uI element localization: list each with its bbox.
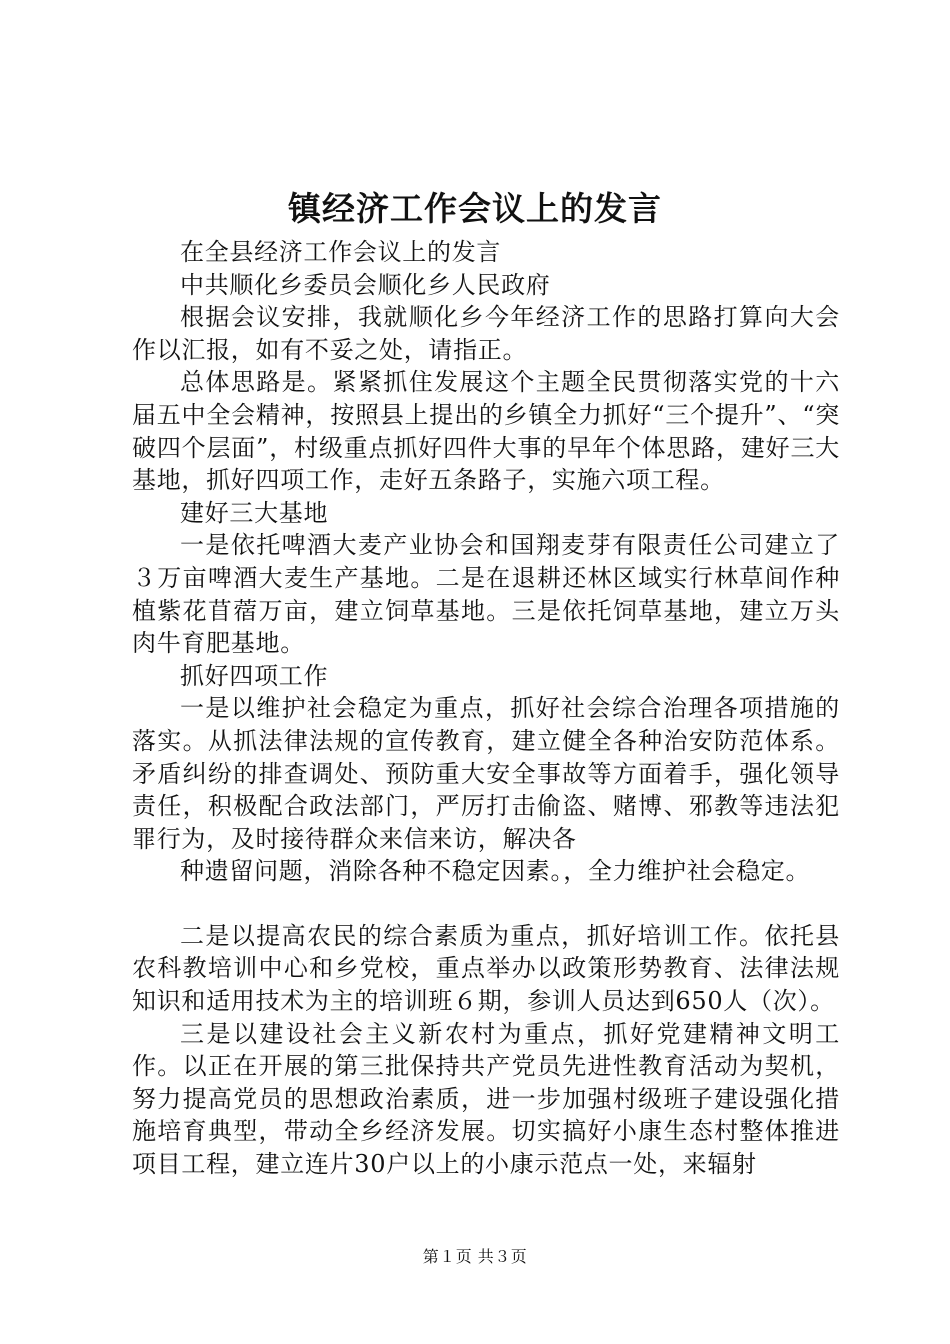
paragraph-intro: 根据会议安排，我就顺化乡今年经济工作的思路打算向大会作以汇报，如有不妥之处，请指正。 [132,303,840,364]
page-number-footer: 第１页 共３页 [422,1247,528,1266]
document-body [132,236,840,1181]
paragraph-task-one: 一是以维护社会稳定为重点，抓好社会综合治理各项措施的落实。从抓法律法规的宣传教育，建立健全各种治安防范体系。矛盾纠纷的排查调处、预防重大安全事故等方面着手，强化领导责任，积极配合政法部门，严厉打击偷盗、赌博、邪教等违法犯罪行为，及时接待群众来信来访，解决各 [132,694,840,853]
paragraph-task-one-cont: 种遗留问题，消除各种不稳定因素。，全力维护社会稳定。 [180,857,811,886]
paragraph-task-three: 三是以建设社会主义新农村为重点，抓好党建精神文明工作。以正在开展的第三批保持共产党员先进性教育活动为契机，努力提高党员的思想政治素质，进一步加强村级班子建设强化措施培育典型，带动全乡经济发展。切实搞好小康生态村整体推进项目工程，建立连片30户以上的小康示范点一处，来辐射 [132,1019,840,1179]
paragraph-task-two: 二是以提高农民的综合素质为重点，抓好培训工作。依托县农科教培训中心和乡党校，重点举办以政策形势教育、法律法规知识和适用技术为主的培训班６期，参训人员达到650人（次）。 [132,921,840,1016]
paragraph-overall-idea: 总体思路是。紧紧抓住发展这个主题全民贯彻落实党的十六届五中全会精神，按照县上提出的乡镇全力抓好“三个提升”、“突破四个层面”，村级重点抓好四件大事的早年个体思路，建好三大基地，抓好四项工作，走好五条路子，实施六项工程。 [132,368,840,495]
paragraph-spacer [132,888,840,920]
section-heading-three-bases: 建好三大基地 [180,498,329,527]
paragraph-heading-speech: 在全县经济工作会议上的发言 [180,238,502,266]
document-title: 镇经济工作会议上的发言 [288,189,662,228]
paragraph-three-bases: 一是依托啤酒大麦产业协会和国翔麦芽有限责任公司建立了３万亩啤酒大麦生产基地。二是在退耕还林区域实行林草间作种植紫花苜蓿万亩，建立饲草基地。三是依托饲草基地，建立万头肉牛育肥基地。 [132,531,840,658]
section-heading-four-tasks: 抓好四项工作 [180,661,329,690]
paragraph-issuer: 中共顺化乡委员会顺化乡人民政府 [180,270,551,299]
